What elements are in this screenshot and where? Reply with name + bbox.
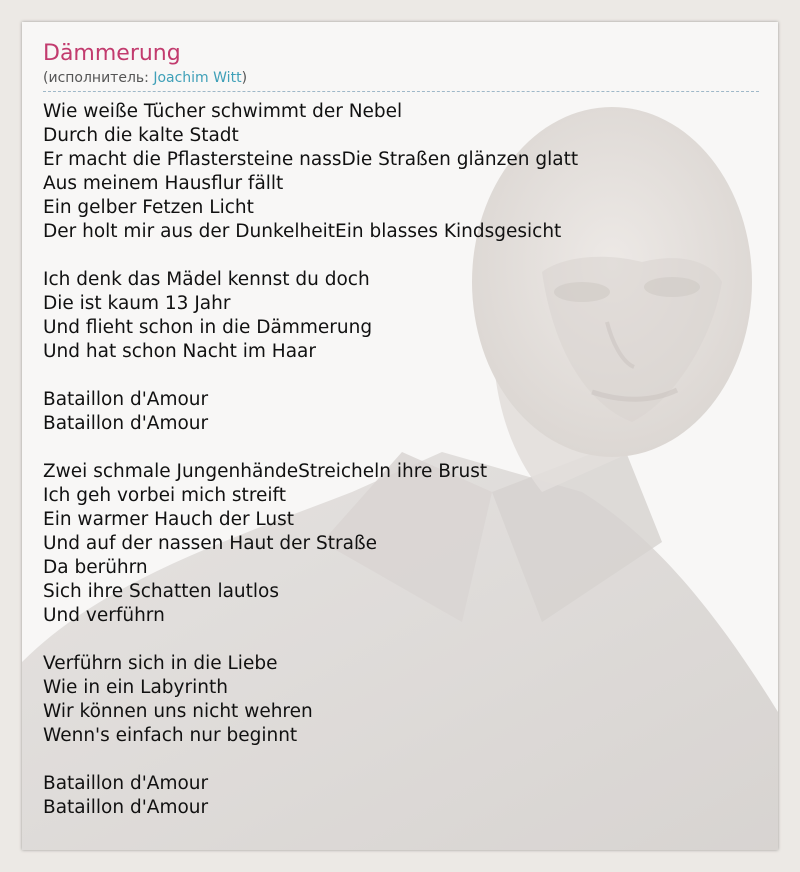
- lyric-line: Wenn's einfach nur beginnt: [43, 725, 298, 746]
- lyric-line: Wir können uns nicht wehren: [43, 701, 313, 722]
- lyric-line: Er macht die Pflastersteine nassDie Straßen glänzen glatt: [43, 149, 579, 170]
- lyric-line: Die ist kaum 13 Jahr: [43, 293, 231, 314]
- stanza: [43, 652, 759, 748]
- lyric-line: Aus meinem Hausflur fällt: [43, 173, 284, 194]
- lyric-line: Bataillon d'Amour: [43, 797, 209, 818]
- lyric-line: Ich denk das Mädel kennst du doch: [43, 269, 370, 290]
- lyric-line: Verführn sich in die Liebe: [43, 653, 278, 674]
- stanza: [43, 460, 759, 628]
- lyric-line: Und verführn: [43, 605, 165, 626]
- lyric-line: Der holt mir aus der DunkelheitEin blasses Kindsgesicht: [43, 221, 562, 242]
- lyric-line: Und auf der nassen Haut der Straße: [43, 533, 377, 554]
- lyric-line: Wie in ein Labyrinth: [43, 677, 228, 698]
- artist-link[interactable]: Joachim Witt: [153, 70, 242, 86]
- stanza: [43, 772, 759, 820]
- lyric-line: Wie weiße Tücher schwimmt der Nebel: [43, 101, 403, 122]
- lyric-line: Bataillon d'Amour: [43, 413, 209, 434]
- lyric-line: Und hat schon Nacht im Haar: [43, 341, 316, 362]
- lyrics-card: [22, 22, 778, 850]
- lyric-line: Bataillon d'Amour: [43, 773, 209, 794]
- lyric-line: Sich ihre Schatten lautlos: [43, 581, 280, 602]
- lyric-line: Durch die kalte Stadt: [43, 125, 239, 146]
- lyric-line: Zwei schmale JungenhändeStreicheln ihre Brust: [43, 461, 488, 482]
- performer-line: (исполнитель: Joachim Witt): [43, 68, 759, 92]
- lyric-line: Da berührn: [43, 557, 148, 578]
- lyric-line: Ein gelber Fetzen Licht: [43, 197, 254, 218]
- lyrics-content: [43, 40, 759, 844]
- performer-label: исполнитель:: [48, 70, 149, 86]
- lyric-line: Ich geh vorbei mich streift: [43, 485, 286, 506]
- lyric-line: Und flieht schon in die Dämmerung: [43, 317, 373, 338]
- stanza: [43, 268, 759, 364]
- stanza: [43, 100, 759, 244]
- lyric-line: Bataillon d'Amour: [43, 389, 209, 410]
- lyric-line: Ein warmer Hauch der Lust: [43, 509, 295, 530]
- song-title: Dämmerung: [43, 41, 181, 66]
- stanza: [43, 388, 759, 436]
- lyrics-body: [43, 100, 759, 820]
